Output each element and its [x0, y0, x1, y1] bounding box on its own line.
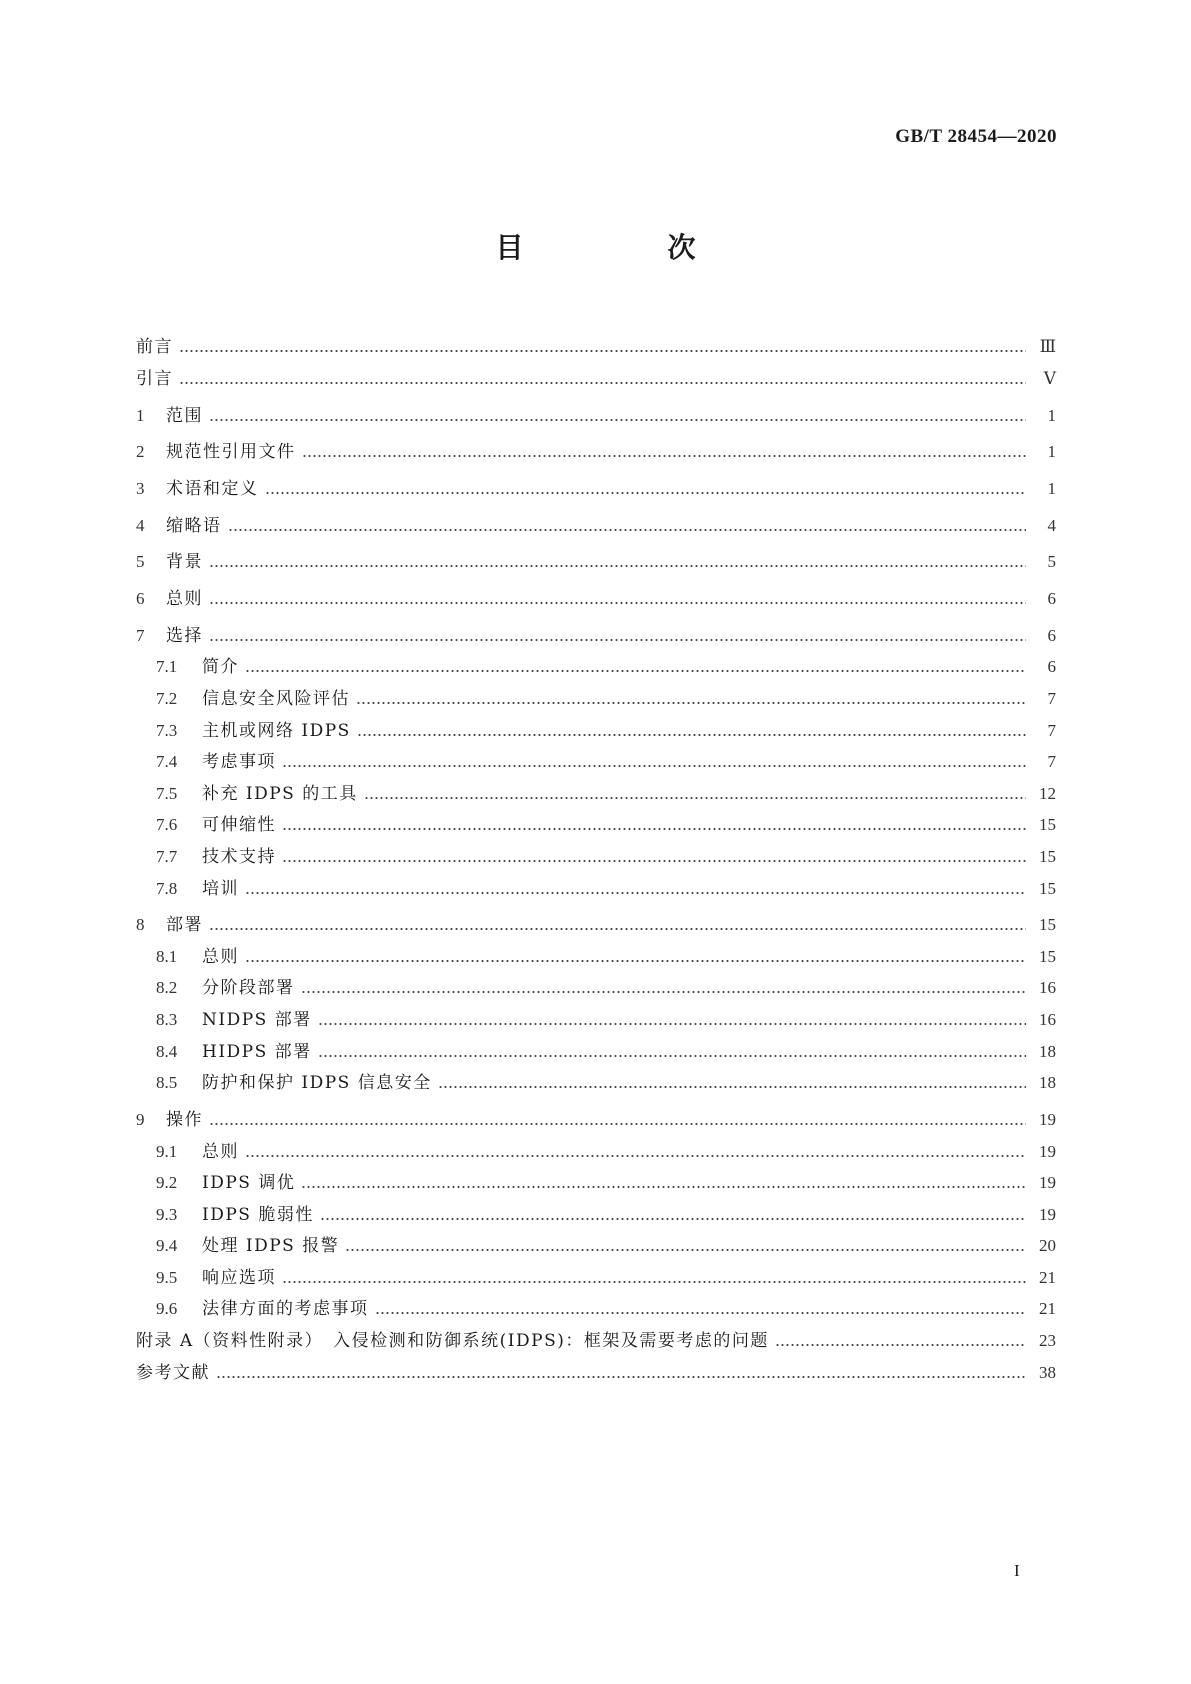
- toc-entry-page: 4: [1047, 515, 1056, 535]
- dot-leader: [216, 1375, 1026, 1379]
- toc-entry-title: 规范性引用文件: [166, 442, 296, 463]
- dot-leader: [245, 959, 1026, 963]
- toc-entry-page: 5: [1047, 552, 1056, 572]
- toc-entry-title: HIDPS 部署: [202, 1041, 312, 1062]
- toc-entry-title: 法律方面的考虑事项: [202, 1299, 369, 1320]
- dot-leader: [320, 1217, 1026, 1221]
- toc-entry-title: IDPS 调优: [202, 1173, 296, 1194]
- toc-entry-number: 6: [136, 589, 145, 609]
- toc-entry-page: 15: [1039, 915, 1056, 935]
- toc-entry-number: 5: [136, 552, 145, 572]
- dot-leader: [301, 990, 1027, 994]
- toc-entry-number: 3: [136, 479, 145, 499]
- toc-entry-title: 信息安全风险评估: [202, 689, 350, 709]
- toc-entry[interactable]: [136, 709, 1056, 741]
- dot-leader: [245, 1154, 1026, 1158]
- toc-entry[interactable]: [136, 899, 1056, 936]
- toc-entry-title: 总则: [166, 589, 203, 610]
- dot-leader: [245, 669, 1026, 673]
- toc-entry[interactable]: [136, 462, 1056, 499]
- dot-leader: [282, 827, 1026, 831]
- toc-entry-title: NIDPS 部署: [202, 1010, 312, 1031]
- toc-entry-title: 部署: [166, 915, 203, 936]
- toc-entry[interactable]: [136, 357, 1056, 389]
- toc-entry[interactable]: [136, 867, 1056, 899]
- toc-entry-number: 7.7: [156, 846, 178, 866]
- toc-entry-page: 18: [1039, 1041, 1056, 1061]
- toc-entry-title: 范围: [166, 405, 203, 426]
- toc-entry[interactable]: [136, 499, 1056, 536]
- toc-entry-number: 8: [136, 915, 145, 935]
- dot-leader: [375, 1311, 1027, 1315]
- toc-entry-page: 38: [1039, 1363, 1056, 1383]
- toc-entry[interactable]: [136, 1093, 1056, 1130]
- toc-entry[interactable]: [136, 967, 1056, 999]
- toc-entry-number: 9.4: [156, 1236, 178, 1256]
- toc-entry-title: 引言: [136, 369, 173, 389]
- table-of-contents: [136, 325, 1056, 1383]
- toc-entry-page: Ⅲ: [1039, 337, 1056, 356]
- toc-entry-number: 1: [136, 405, 145, 425]
- toc-entry[interactable]: [136, 1319, 1056, 1351]
- toc-entry[interactable]: [136, 804, 1056, 836]
- toc-entry-title: 响应选项: [202, 1267, 276, 1288]
- toc-entry-number: 9.2: [156, 1173, 178, 1193]
- toc-entry-page: 21: [1039, 1299, 1056, 1319]
- toc-entry[interactable]: [136, 572, 1056, 609]
- toc-entry[interactable]: [136, 1351, 1056, 1383]
- toc-entry-page: 19: [1039, 1141, 1056, 1161]
- dot-leader: [179, 349, 1026, 353]
- toc-entry-number: 7.8: [156, 878, 178, 898]
- toc-entry-number: 8.2: [156, 978, 178, 998]
- dot-leader: [301, 1185, 1026, 1189]
- toc-entry-page: 19: [1039, 1204, 1056, 1224]
- dot-leader: [357, 733, 1026, 737]
- toc-entry[interactable]: [136, 835, 1056, 867]
- toc-entry[interactable]: [136, 741, 1056, 773]
- toc-entry-title: 处理 IDPS 报警: [202, 1236, 340, 1257]
- dot-leader: [265, 491, 1027, 495]
- toc-entry-page: 15: [1039, 815, 1056, 835]
- toc-entry-title: 考虑事项: [202, 752, 276, 773]
- toc-entry-title: 防护和保护 IDPS 信息安全: [202, 1073, 432, 1094]
- toc-entry-title: 技术支持: [202, 846, 276, 867]
- toc-entry[interactable]: [136, 1130, 1056, 1162]
- toc-entry-page: 19: [1039, 1109, 1056, 1129]
- toc-entry-page: 6: [1047, 657, 1056, 677]
- toc-entry-page: 1: [1047, 479, 1056, 499]
- toc-entry-number: 9.1: [156, 1141, 178, 1161]
- toc-entry[interactable]: [136, 1225, 1056, 1257]
- dot-leader: [345, 1248, 1026, 1252]
- toc-entry-title: 选择: [166, 625, 203, 646]
- dot-leader: [245, 891, 1026, 895]
- toc-entry[interactable]: [136, 1162, 1056, 1194]
- toc-entry-number: 7.3: [156, 720, 178, 740]
- toc-entry[interactable]: [136, 536, 1056, 573]
- toc-entry-page: 6: [1047, 589, 1056, 609]
- toc-entry-title: 前言: [136, 337, 173, 357]
- dot-leader: [209, 927, 1026, 931]
- toc-entry[interactable]: [136, 1030, 1056, 1062]
- page-title: 目 次: [495, 231, 754, 264]
- toc-entry-page: 19: [1039, 1173, 1056, 1193]
- toc-entry-title: 附录 A（资料性附录） 入侵检测和防御系统(IDPS)：框架及需要考虑的问题: [136, 1331, 769, 1352]
- dot-leader: [302, 454, 1027, 458]
- toc-entry[interactable]: [136, 1062, 1056, 1094]
- toc-entry-title: 缩略语: [166, 515, 222, 536]
- toc-entry-title: 背景: [166, 552, 203, 573]
- toc-entry-title: 主机或网络 IDPS: [202, 720, 351, 741]
- dot-leader: [282, 764, 1026, 768]
- toc-entry-page: 1: [1047, 405, 1056, 425]
- toc-entry-page: 16: [1039, 978, 1056, 998]
- dot-leader: [356, 701, 1026, 705]
- toc-entry-number: 7.2: [156, 689, 178, 708]
- dot-leader: [282, 859, 1026, 863]
- toc-entry[interactable]: [136, 998, 1056, 1030]
- toc-entry-number: 7.5: [156, 783, 178, 803]
- dot-leader: [318, 1054, 1026, 1058]
- toc-entry-number: 9: [136, 1109, 145, 1129]
- dot-leader: [318, 1022, 1026, 1026]
- toc-entry[interactable]: [136, 325, 1056, 357]
- toc-entry-number: 9.3: [156, 1204, 178, 1224]
- dot-leader: [209, 418, 1026, 422]
- toc-entry-title: 操作: [166, 1109, 203, 1130]
- toc-entry-title: 培训: [202, 878, 239, 899]
- toc-entry-number: 8.1: [156, 946, 178, 966]
- toc-entry-page: 1: [1047, 442, 1056, 462]
- dot-leader: [209, 1122, 1026, 1126]
- toc-entry-number: 8.4: [156, 1041, 178, 1061]
- toc-entry-number: 7.6: [156, 815, 178, 835]
- toc-entry[interactable]: [136, 646, 1056, 678]
- toc-entry[interactable]: [136, 389, 1056, 426]
- toc-entry-page: 12: [1039, 783, 1056, 803]
- page-number: I: [1014, 1561, 1020, 1580]
- toc-entry-number: 7: [136, 625, 145, 645]
- toc-entry-number: 7.4: [156, 752, 178, 772]
- toc-entry-title: 简介: [202, 657, 239, 678]
- dot-leader: [364, 796, 1026, 800]
- toc-entry-title: 参考文献: [136, 1363, 210, 1384]
- toc-entry-page: 23: [1039, 1331, 1056, 1351]
- toc-entry-page: 7: [1047, 689, 1056, 708]
- dot-leader: [209, 564, 1026, 568]
- toc-entry-title: IDPS 脆弱性: [202, 1204, 314, 1225]
- toc-entry-page: 7: [1047, 752, 1056, 772]
- toc-entry[interactable]: [136, 1193, 1056, 1225]
- toc-entry-title: 分阶段部署: [202, 978, 295, 999]
- toc-entry[interactable]: [136, 1288, 1056, 1320]
- toc-entry-number: 9.5: [156, 1267, 178, 1287]
- toc-entry[interactable]: [136, 426, 1056, 463]
- toc-entry[interactable]: [136, 772, 1056, 804]
- toc-entry-page: 15: [1039, 846, 1056, 866]
- toc-entry-number: 4: [136, 515, 145, 535]
- toc-entry-page: 15: [1039, 878, 1056, 898]
- toc-entry-page: 16: [1039, 1010, 1056, 1030]
- toc-entry-title: 总则: [202, 946, 239, 967]
- toc-entry[interactable]: [136, 677, 1056, 709]
- dot-leader: [209, 601, 1026, 605]
- toc-entry-page: 21: [1039, 1267, 1056, 1287]
- toc-entry[interactable]: [136, 609, 1056, 646]
- toc-entry-title: 补充 IDPS 的工具: [202, 783, 358, 804]
- toc-entry[interactable]: [136, 935, 1056, 967]
- toc-entry-page: 7: [1047, 720, 1056, 740]
- toc-entry-number: 2: [136, 442, 145, 462]
- toc-entry-page: Ⅴ: [1043, 369, 1056, 388]
- dot-leader: [209, 638, 1026, 642]
- toc-entry-page: 18: [1039, 1073, 1056, 1093]
- toc-entry-number: 8.3: [156, 1010, 178, 1030]
- toc-entry-title: 术语和定义: [166, 479, 259, 500]
- dot-leader: [282, 1280, 1026, 1284]
- dot-leader: [228, 528, 1027, 532]
- toc-entry-number: 7.1: [156, 657, 178, 677]
- dot-leader: [438, 1085, 1026, 1089]
- toc-entry-number: 9.6: [156, 1299, 178, 1319]
- dot-leader: [179, 381, 1026, 385]
- toc-entry-number: 8.5: [156, 1073, 178, 1093]
- toc-entry-page: 20: [1039, 1236, 1056, 1256]
- toc-entry-title: 总则: [202, 1141, 239, 1162]
- dot-leader: [775, 1343, 1026, 1347]
- toc-entry-page: 15: [1039, 946, 1056, 966]
- toc-entry[interactable]: [136, 1256, 1056, 1288]
- toc-entry-title: 可伸缩性: [202, 815, 276, 836]
- standard-code: GB/T 28454—2020: [895, 126, 1057, 147]
- toc-entry-page: 6: [1047, 625, 1056, 645]
